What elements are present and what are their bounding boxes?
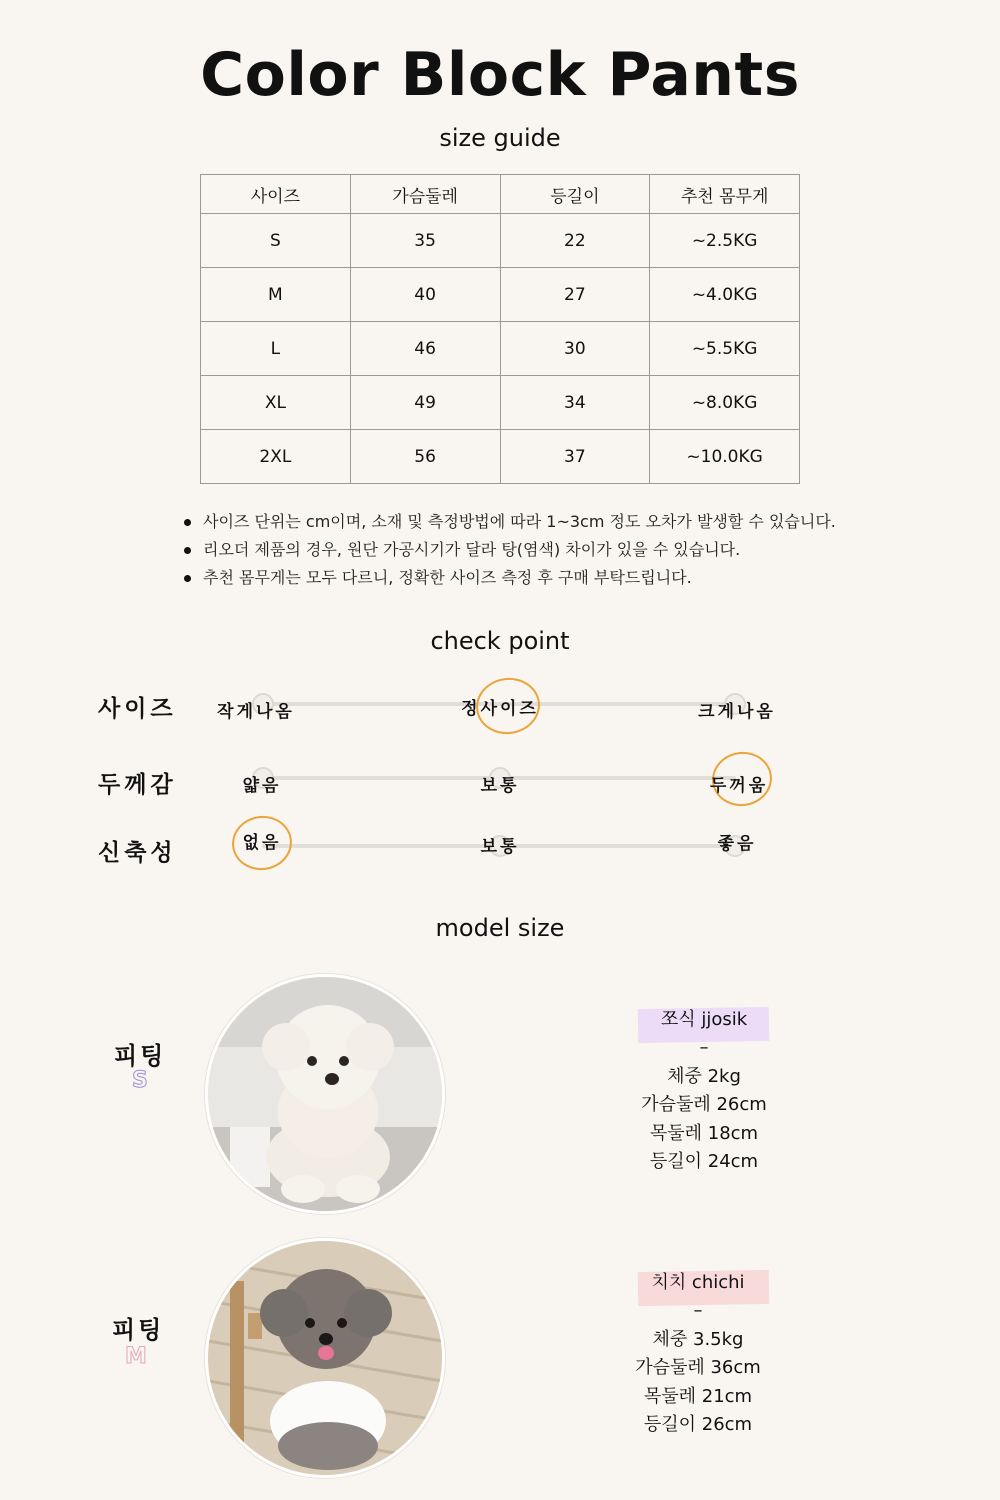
note-item: 리오더 제품의 경우, 원단 가공시기가 달라 탕(염색) 차이가 있을 수 있습니다. [184,536,836,564]
note-item: 추천 몸무게는 모두 다르니, 정확한 사이즈 측정 후 구매 부탁드립니다. [184,564,836,592]
checkpoint-option-selected: 정사이즈 [461,699,539,719]
model-stat: 등길이 26cm [643,1414,753,1435]
table-cell: 2XL [201,430,351,484]
checkpoint-option: 보통 [480,776,520,796]
model-name: 치치 chichi [651,1272,745,1293]
table-row [201,322,800,376]
fitting-size: M [125,1344,147,1369]
table-cell: 34 [500,376,650,430]
table-cell: S [201,214,351,268]
model-photo-jjosik [205,974,445,1214]
table-cell: 30 [500,322,650,376]
column-header: 가슴둘레 [350,175,500,214]
checkpoint-option: 크게나옴 [698,702,776,722]
table-cell: 37 [500,430,650,484]
check-point-heading: check point [430,627,570,655]
table-cell: 27 [500,268,650,322]
model-stat: 체중 3.5kg [652,1329,744,1350]
checkpoint-label-size: 사이즈 [98,696,177,722]
fitting-label: 피팅 [112,1316,165,1344]
checkpoint-option: 얇음 [242,776,282,796]
table-cell: 46 [350,322,500,376]
model-name: 쪼식 jjosik [660,1009,748,1030]
model-stat: 목둘레 18cm [649,1123,759,1144]
checkpoint-option-selected: 두꺼움 [709,776,769,796]
table-cell: ~4.0KG [650,268,800,322]
table-cell: ~10.0KG [650,430,800,484]
table-cell: 40 [350,268,500,322]
fitting-size: S [132,1068,148,1093]
page-title: Color Block Pants [200,40,800,110]
checkpoint-label-thickness: 두께감 [98,772,177,798]
table-cell: XL [201,376,351,430]
table-cell: 35 [350,214,500,268]
column-header: 사이즈 [201,175,351,214]
table-cell: 49 [350,376,500,430]
dog-illustration-gray [208,1241,442,1475]
fitting-label: 피팅 [114,1042,167,1070]
model-divider: – [693,1300,703,1321]
checkpoint-option: 작게나옴 [217,702,295,722]
column-header: 등길이 [500,175,650,214]
size-notes [184,508,836,592]
table-row [201,268,800,322]
model-divider: – [699,1037,709,1058]
model-size-heading: model size [435,914,565,942]
checkpoint-option: 보통 [480,837,520,857]
model-photo-chichi [205,1238,445,1478]
table-cell: L [201,322,351,376]
table-cell: ~5.5KG [650,322,800,376]
table-row [201,376,800,430]
checkpoint-option: 좋음 [717,834,757,854]
size-table [200,174,800,484]
table-cell: M [201,268,351,322]
checkpoint-label-stretch: 신축성 [98,840,177,866]
size-guide-heading: size guide [439,124,561,152]
table-cell: 22 [500,214,650,268]
dog-illustration-white [208,977,442,1211]
model-stat: 가슴둘레 36cm [635,1357,761,1378]
checkpoint-option-selected: 없음 [242,833,282,853]
table-cell: 56 [350,430,500,484]
model-stat: 목둘레 21cm [643,1386,753,1407]
table-cell: ~2.5KG [650,214,800,268]
model-stat: 가슴둘레 26cm [641,1094,767,1115]
table-row [201,430,800,484]
note-item: 사이즈 단위는 cm이며, 소재 및 측정방법에 따라 1~3cm 정도 오차가 발생할 수 있습니다. [184,508,836,536]
model-stat: 체중 2kg [667,1066,741,1087]
model-stat: 등길이 24cm [649,1151,759,1172]
table-row [201,214,800,268]
column-header: 추천 몸무게 [650,175,800,214]
table-header-row [201,175,800,214]
table-cell: ~8.0KG [650,376,800,430]
